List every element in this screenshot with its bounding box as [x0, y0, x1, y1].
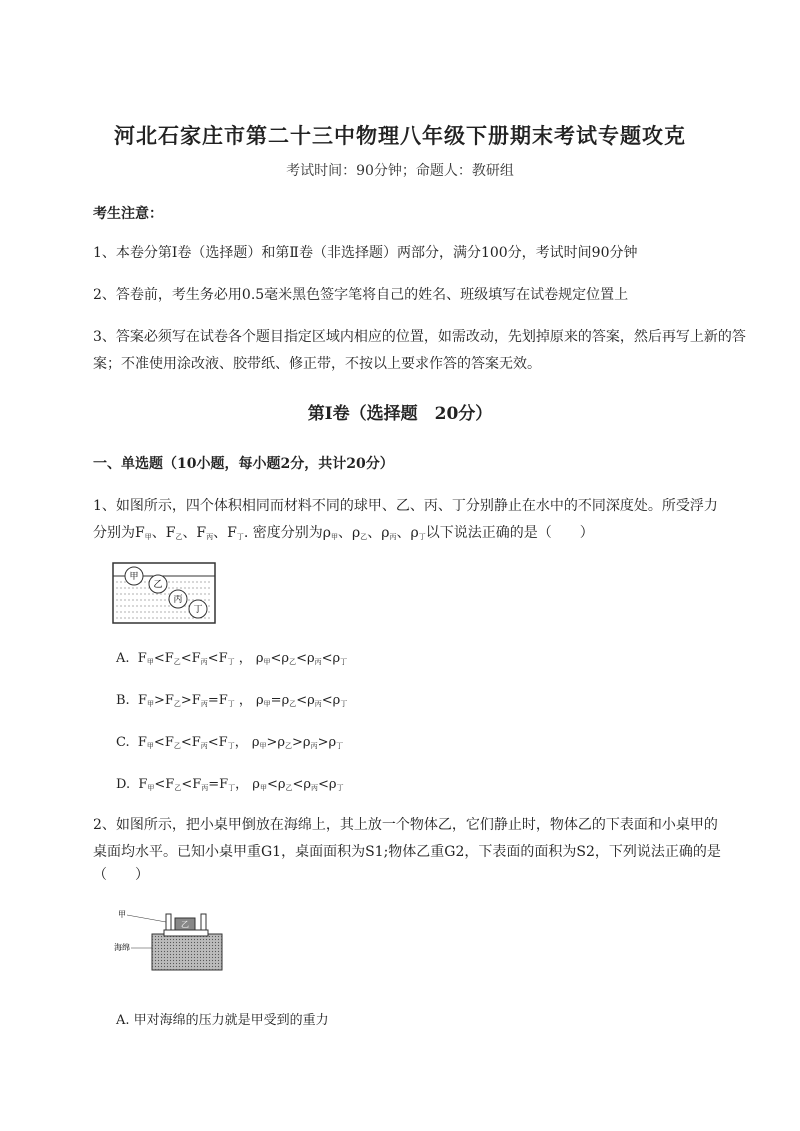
- notice-item-3: 3、答案必须写在试卷各个题目指定区域内相应的位置，如需改动，先划掉原来的答案，然后再写上新的答案；不准使用涂改液、胶带纸、修正带，不按以上要求作答的答案无效。: [93, 329, 746, 372]
- part-heading: 一、单选题（10小题，每小题2分，共计20分）: [93, 456, 394, 472]
- fig-label-sponge: 海绵: [114, 943, 130, 952]
- exam-info: 考试时间：90分钟；命题人：教研组: [286, 163, 514, 179]
- q1-option-d[interactable]: D. $F_甲<F_乙<F_丙=F_丁$， $\rho_甲<\rho_乙<\rho_丙<\rho_丁$: [116, 777, 344, 792]
- notice-heading: 考生注意：: [93, 206, 163, 222]
- ball-ding-label: 丁: [193, 605, 203, 615]
- section-title: 第Ⅰ卷（选择题 20分）: [307, 404, 493, 424]
- fig-label-yi: 乙: [181, 920, 189, 929]
- q1-text-line2: 分别为$F_甲$、$F_乙$、$F_丙$、$F_丁$. 密度分别为$\rho_甲$、$\rho_乙$、$\rho_丙$、$\rho_丁$以下说法正确的是（ ）: [93, 525, 594, 541]
- q1-text-line1: 1、如图所示，四个体积相同而材料不同的球甲、乙、丙、丁分别静止在水中的不同深度处。所受浮力: [93, 498, 718, 514]
- q1-option-c[interactable]: C. $F_甲<F_乙<F_丙<F_丁$， $\rho_甲>\rho_乙>\rho_丙>\rho_丁$: [116, 735, 344, 750]
- q1-balls-in-water-figure: [112, 562, 216, 624]
- q1-option-b[interactable]: B. $F_甲>F_乙>F_丙=F_丁$ ， $\rho_甲=\rho_乙<\rho_丙<\rho_丁$: [116, 693, 348, 708]
- fig-label-jia: 甲: [118, 910, 126, 919]
- ball-yi-label: 乙: [153, 580, 163, 590]
- q1-option-a[interactable]: A. $F_甲<F_乙<F_丙<F_丁$ ， $\rho_甲<\rho_乙<\rho_丙<\rho_丁$: [116, 651, 348, 666]
- ball-jia-label: 甲: [129, 572, 139, 582]
- ball-bing-label: 丙: [173, 595, 183, 605]
- q2-option-a[interactable]: A. 甲对海绵的压力就是甲受到的重力: [116, 1013, 329, 1028]
- page-title: 河北石家庄市第二十三中物理八年级下册期末考试专题攻克: [114, 123, 686, 148]
- notice-item-1: 1、本卷分第Ⅰ卷（选择题）和第Ⅱ卷（非选择题）两部分，满分100分，考试时间90分钟: [93, 245, 638, 261]
- q2-text-line2: 桌面均水平。已知小桌甲重G1，桌面面积为S1;物体乙重G2，下表面的面积为S2，下列说法正确的是: [93, 844, 721, 860]
- q2-text-line1: 2、如图所示，把小桌甲倒放在海绵上，其上放一个物体乙，它们静止时，物体乙的下表面和小桌甲的: [93, 817, 718, 833]
- q2-text-line3: （ ）: [93, 867, 149, 883]
- q2-table-on-sponge-figure: [112, 908, 226, 972]
- notice-item-2: 2、答卷前，考生务必用0.5毫米黑色签字笔将自己的姓名、班级填写在试卷规定位置上: [93, 287, 629, 303]
